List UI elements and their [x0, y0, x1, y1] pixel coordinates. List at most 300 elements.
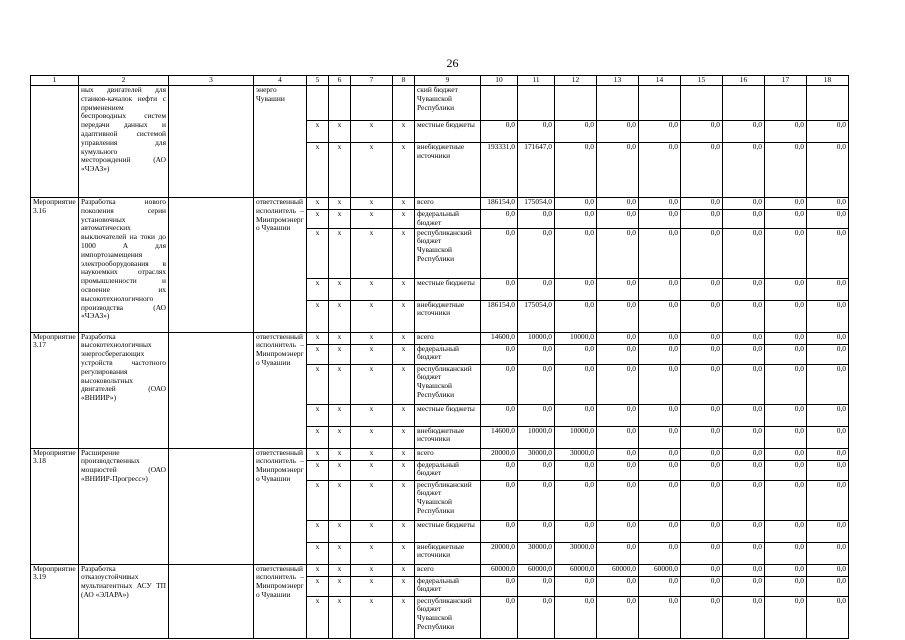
code-cell: x [307, 210, 329, 229]
amount-cell: 0,0 [723, 448, 765, 460]
amount-cell: 0,0 [807, 332, 849, 344]
empty-cell [169, 332, 254, 448]
code-cell: x [329, 300, 351, 332]
amount-cell: 175054,0 [518, 198, 555, 210]
amount-cell: 10000,0 [555, 332, 597, 344]
amount-cell: 0,0 [723, 278, 765, 300]
amount-cell [518, 86, 555, 121]
code-cell: x [307, 364, 329, 404]
code-cell: x [307, 596, 329, 638]
code-cell: x [393, 426, 415, 448]
funding-source: местные бюджеты [415, 520, 481, 542]
measure-cell: Мероприятие 3.19 [31, 564, 79, 638]
amount-cell: 0,0 [681, 143, 723, 198]
amount-cell: 0,0 [765, 364, 807, 404]
table-row [31, 198, 849, 210]
amount-cell: 0,0 [481, 520, 518, 542]
amount-cell: 193331,0 [481, 143, 518, 198]
code-cell: x [329, 542, 351, 564]
amount-cell: 0,0 [807, 448, 849, 460]
measure-cell: Мероприятие 3.16 [31, 198, 79, 333]
empty-cell [169, 86, 254, 198]
code-cell: x [393, 480, 415, 520]
funding-source: республиканский бюджет Чувашской Республики [415, 228, 481, 278]
amount-cell: 0,0 [518, 344, 555, 364]
amount-cell: 0,0 [681, 121, 723, 143]
amount-cell: 0,0 [555, 198, 597, 210]
amount-cell [765, 86, 807, 121]
measure-title: Расширение производственных мощностей (ОАО «ВНИИР-Прогресс») [79, 448, 169, 564]
amount-cell: 0,0 [555, 460, 597, 480]
amount-cell: 0,0 [518, 278, 555, 300]
column-number: 6 [329, 76, 351, 86]
amount-cell: 0,0 [807, 542, 849, 564]
amount-cell: 186154,0 [481, 300, 518, 332]
amount-cell: 0,0 [807, 278, 849, 300]
amount-cell: 0,0 [807, 564, 849, 576]
amount-cell: 0,0 [639, 278, 681, 300]
code-cell: x [393, 364, 415, 404]
amount-cell: 0,0 [807, 228, 849, 278]
column-number: 1 [31, 76, 79, 86]
amount-cell: 0,0 [807, 520, 849, 542]
amount-cell: 0,0 [481, 364, 518, 404]
amount-cell: 0,0 [481, 121, 518, 143]
amount-cell: 0,0 [807, 210, 849, 229]
funding-source: республиканский бюджет Чувашской Республики [415, 596, 481, 638]
column-number: 9 [415, 76, 481, 86]
code-cell: x [307, 520, 329, 542]
amount-cell: 0,0 [481, 228, 518, 278]
amount-cell: 0,0 [639, 198, 681, 210]
code-cell: x [307, 300, 329, 332]
amount-cell: 10000,0 [518, 332, 555, 344]
code-cell: x [351, 121, 393, 143]
code-cell: x [307, 121, 329, 143]
executor-cell: ответственный исполнитель – Минпромэнерго Чувашии [254, 332, 307, 448]
amount-cell: 0,0 [518, 364, 555, 404]
measure-title: Разработка нового поколения серии установочных автоматических выключателей на токи до 1000 А для импортозамещения электрооборудования в наукоемких отраслях промышленности и освоение их высокотехнологичного производства (АО «ЧЭАЗ») [79, 198, 169, 333]
amount-cell: 0,0 [597, 404, 639, 426]
amount-cell [639, 86, 681, 121]
amount-cell: 0,0 [481, 596, 518, 638]
funding-source: внебюджетные источники [415, 426, 481, 448]
amount-cell: 0,0 [639, 426, 681, 448]
amount-cell: 0,0 [765, 198, 807, 210]
amount-cell: 0,0 [555, 576, 597, 596]
amount-cell: 0,0 [555, 480, 597, 520]
amount-cell: 0,0 [597, 344, 639, 364]
funding-source: федеральный бюджет [415, 210, 481, 229]
amount-cell: 0,0 [807, 460, 849, 480]
code-cell: x [393, 520, 415, 542]
header-row [31, 76, 849, 86]
amount-cell: 0,0 [681, 448, 723, 460]
amount-cell: 0,0 [723, 404, 765, 426]
amount-cell: 0,0 [555, 344, 597, 364]
amount-cell: 0,0 [765, 210, 807, 229]
code-cell: x [307, 404, 329, 426]
code-cell: x [307, 143, 329, 198]
code-cell: x [307, 278, 329, 300]
measure-cell: Мероприятие 3.17 [31, 332, 79, 448]
amount-cell: 0,0 [481, 480, 518, 520]
funding-source: местные бюджеты [415, 404, 481, 426]
code-cell: x [393, 404, 415, 426]
amount-cell: 0,0 [807, 596, 849, 638]
code-cell: x [351, 228, 393, 278]
code-cell: x [307, 228, 329, 278]
code-cell: x [351, 520, 393, 542]
code-cell: x [329, 520, 351, 542]
amount-cell: 0,0 [639, 121, 681, 143]
amount-cell: 0,0 [681, 198, 723, 210]
amount-cell: 0,0 [723, 480, 765, 520]
amount-cell: 0,0 [597, 278, 639, 300]
code-cell: x [329, 332, 351, 344]
amount-cell: 0,0 [765, 278, 807, 300]
amount-cell: 60000,0 [481, 564, 518, 576]
amount-cell: 0,0 [518, 404, 555, 426]
amount-cell: 0,0 [723, 332, 765, 344]
measure-cell [31, 86, 79, 198]
amount-cell: 0,0 [723, 596, 765, 638]
amount-cell: 0,0 [555, 520, 597, 542]
amount-cell: 0,0 [765, 576, 807, 596]
code-cell: x [393, 596, 415, 638]
code-cell: x [351, 198, 393, 210]
code-cell: x [351, 210, 393, 229]
column-number: 10 [481, 76, 518, 86]
code-cell: x [393, 332, 415, 344]
amount-cell: 0,0 [681, 564, 723, 576]
amount-cell: 0,0 [807, 121, 849, 143]
empty-cell [169, 448, 254, 564]
funding-source: местные бюджеты [415, 278, 481, 300]
amount-cell: 0,0 [723, 364, 765, 404]
code-cell: x [351, 596, 393, 638]
amount-cell: 60000,0 [639, 564, 681, 576]
column-number: 5 [307, 76, 329, 86]
amount-cell: 0,0 [681, 480, 723, 520]
amount-cell: 0,0 [639, 520, 681, 542]
amount-cell: 0,0 [555, 278, 597, 300]
amount-cell: 0,0 [765, 143, 807, 198]
amount-cell: 0,0 [765, 564, 807, 576]
executor-cell: ответственный исполнитель – Минпромэнерго Чувашии [254, 564, 307, 638]
column-number: 12 [555, 76, 597, 86]
code-cell: x [393, 198, 415, 210]
funding-source: республиканский бюджет Чувашской Республики [415, 364, 481, 404]
amount-cell: 0,0 [807, 576, 849, 596]
amount-cell: 0,0 [639, 480, 681, 520]
code-cell: x [307, 344, 329, 364]
code-cell: x [393, 143, 415, 198]
column-number: 15 [681, 76, 723, 86]
code-cell: x [393, 564, 415, 576]
amount-cell: 30000,0 [518, 542, 555, 564]
column-number: 11 [518, 76, 555, 86]
amount-cell: 0,0 [807, 143, 849, 198]
measure-cell: Мероприятие 3.18 [31, 448, 79, 564]
budget-table [30, 75, 849, 639]
amount-cell: 20000,0 [481, 448, 518, 460]
amount-cell: 0,0 [518, 210, 555, 229]
column-number: 14 [639, 76, 681, 86]
amount-cell: 60000,0 [518, 564, 555, 576]
amount-cell: 0,0 [723, 520, 765, 542]
amount-cell [681, 86, 723, 121]
amount-cell: 0,0 [518, 121, 555, 143]
table-row [31, 448, 849, 460]
amount-cell: 0,0 [597, 198, 639, 210]
amount-cell: 171647,0 [518, 143, 555, 198]
code-cell: x [329, 278, 351, 300]
code-cell: x [393, 228, 415, 278]
amount-cell: 0,0 [765, 300, 807, 332]
amount-cell: 0,0 [765, 520, 807, 542]
amount-cell: 0,0 [765, 426, 807, 448]
amount-cell: 175054,0 [518, 300, 555, 332]
amount-cell: 0,0 [681, 364, 723, 404]
funding-source: всего [415, 564, 481, 576]
code-cell: x [307, 198, 329, 210]
amount-cell: 0,0 [597, 426, 639, 448]
code-cell: x [307, 460, 329, 480]
code-cell: x [393, 300, 415, 332]
column-number: 13 [597, 76, 639, 86]
amount-cell: 0,0 [597, 300, 639, 332]
amount-cell: 30000,0 [555, 542, 597, 564]
amount-cell: 0,0 [681, 332, 723, 344]
amount-cell: 0,0 [723, 542, 765, 564]
amount-cell: 0,0 [765, 596, 807, 638]
code-cell: x [393, 210, 415, 229]
code-cell: x [329, 198, 351, 210]
amount-cell: 0,0 [597, 576, 639, 596]
column-number: 2 [79, 76, 169, 86]
amount-cell: 0,0 [518, 460, 555, 480]
amount-cell: 0,0 [765, 460, 807, 480]
amount-cell: 0,0 [807, 364, 849, 404]
amount-cell: 0,0 [807, 426, 849, 448]
amount-cell: 0,0 [597, 364, 639, 404]
amount-cell: 0,0 [639, 344, 681, 364]
code-cell: x [351, 332, 393, 344]
amount-cell: 0,0 [481, 278, 518, 300]
amount-cell: 0,0 [639, 596, 681, 638]
amount-cell: 0,0 [639, 542, 681, 564]
amount-cell: 0,0 [481, 344, 518, 364]
amount-cell: 0,0 [681, 460, 723, 480]
code-cell: x [351, 344, 393, 364]
amount-cell: 0,0 [555, 210, 597, 229]
column-number: 17 [765, 76, 807, 86]
funding-source: федеральный бюджет [415, 576, 481, 596]
executor-cell: ответственный исполнитель – Минпромэнерго Чувашии [254, 448, 307, 564]
amount-cell: 0,0 [639, 576, 681, 596]
code-cell: x [307, 448, 329, 460]
amount-cell: 0,0 [807, 404, 849, 426]
code-cell: x [307, 480, 329, 520]
code-cell: x [329, 344, 351, 364]
amount-cell: 0,0 [555, 364, 597, 404]
code-cell: x [393, 278, 415, 300]
amount-cell: 30000,0 [555, 448, 597, 460]
amount-cell: 0,0 [597, 448, 639, 460]
amount-cell [807, 86, 849, 121]
amount-cell: 0,0 [481, 460, 518, 480]
funding-source: всего [415, 448, 481, 460]
amount-cell: 0,0 [597, 542, 639, 564]
code-cell [393, 86, 415, 121]
amount-cell: 0,0 [639, 364, 681, 404]
amount-cell: 0,0 [639, 448, 681, 460]
code-cell: x [307, 426, 329, 448]
amount-cell: 0,0 [597, 520, 639, 542]
amount-cell: 0,0 [481, 576, 518, 596]
code-cell: x [329, 210, 351, 229]
code-cell: x [329, 576, 351, 596]
amount-cell: 0,0 [807, 344, 849, 364]
amount-cell: 0,0 [723, 426, 765, 448]
code-cell: x [351, 364, 393, 404]
code-cell: x [329, 228, 351, 278]
amount-cell: 0,0 [723, 460, 765, 480]
amount-cell: 0,0 [681, 426, 723, 448]
funding-source: внебюджетные источники [415, 542, 481, 564]
amount-cell: 20000,0 [481, 542, 518, 564]
amount-cell: 10000,0 [555, 426, 597, 448]
amount-cell: 30000,0 [518, 448, 555, 460]
code-cell: x [307, 332, 329, 344]
amount-cell [481, 86, 518, 121]
code-cell: x [329, 564, 351, 576]
amount-cell: 0,0 [807, 198, 849, 210]
amount-cell: 0,0 [723, 121, 765, 143]
amount-cell: 0,0 [681, 344, 723, 364]
code-cell: x [329, 121, 351, 143]
amount-cell: 0,0 [518, 520, 555, 542]
amount-cell: 0,0 [681, 520, 723, 542]
page-number: 26 [446, 56, 459, 70]
amount-cell: 0,0 [681, 542, 723, 564]
amount-cell: 0,0 [555, 121, 597, 143]
code-cell: x [329, 426, 351, 448]
amount-cell: 14600,0 [481, 426, 518, 448]
amount-cell: 14600,0 [481, 332, 518, 344]
code-cell: x [329, 143, 351, 198]
code-cell: x [351, 480, 393, 520]
amount-cell [555, 86, 597, 121]
table-row [31, 86, 849, 121]
empty-cell [169, 564, 254, 638]
amount-cell: 0,0 [723, 210, 765, 229]
amount-cell: 0,0 [639, 143, 681, 198]
amount-cell: 0,0 [555, 228, 597, 278]
amount-cell: 0,0 [597, 228, 639, 278]
amount-cell: 0,0 [765, 542, 807, 564]
amount-cell: 0,0 [681, 576, 723, 596]
amount-cell: 0,0 [597, 332, 639, 344]
amount-cell: 0,0 [765, 332, 807, 344]
amount-cell: 0,0 [639, 210, 681, 229]
column-number: 4 [254, 76, 307, 86]
funding-source: внебюджетные источники [415, 143, 481, 198]
funding-source: местные бюджеты [415, 121, 481, 143]
amount-cell: 0,0 [555, 596, 597, 638]
code-cell: x [351, 542, 393, 564]
funding-source: всего [415, 332, 481, 344]
amount-cell: 0,0 [597, 143, 639, 198]
amount-cell: 0,0 [481, 404, 518, 426]
code-cell: x [393, 344, 415, 364]
amount-cell: 0,0 [681, 300, 723, 332]
code-cell: x [393, 460, 415, 480]
amount-cell: 0,0 [765, 344, 807, 364]
empty-cell [169, 198, 254, 333]
amount-cell: 60000,0 [555, 564, 597, 576]
code-cell: x [307, 542, 329, 564]
amount-cell: 0,0 [723, 564, 765, 576]
amount-cell: 0,0 [597, 596, 639, 638]
amount-cell: 60000,0 [597, 564, 639, 576]
amount-cell: 0,0 [639, 300, 681, 332]
amount-cell: 0,0 [765, 404, 807, 426]
amount-cell: 0,0 [481, 210, 518, 229]
amount-cell: 0,0 [807, 300, 849, 332]
code-cell: x [393, 576, 415, 596]
code-cell: x [329, 480, 351, 520]
amount-cell: 0,0 [723, 300, 765, 332]
amount-cell: 0,0 [555, 404, 597, 426]
amount-cell [723, 86, 765, 121]
amount-cell: 0,0 [765, 480, 807, 520]
amount-cell: 0,0 [518, 596, 555, 638]
amount-cell: 0,0 [681, 404, 723, 426]
amount-cell: 0,0 [681, 278, 723, 300]
funding-source: федеральный бюджет [415, 460, 481, 480]
measure-title: Разработка отказоустойчивых мультиагентных АСУ ТП (АО «ЭЛАРА») [79, 564, 169, 638]
column-number: 8 [393, 76, 415, 86]
amount-cell: 0,0 [807, 480, 849, 520]
funding-source: ский бюджет Чувашской Республики [415, 86, 481, 121]
amount-cell: 0,0 [518, 576, 555, 596]
amount-cell: 0,0 [681, 210, 723, 229]
code-cell: x [307, 564, 329, 576]
code-cell: x [329, 460, 351, 480]
code-cell: x [329, 448, 351, 460]
amount-cell: 0,0 [518, 228, 555, 278]
amount-cell: 0,0 [723, 228, 765, 278]
amount-cell: 0,0 [597, 460, 639, 480]
code-cell: x [351, 143, 393, 198]
code-cell [329, 86, 351, 121]
code-cell: x [351, 278, 393, 300]
code-cell: x [393, 542, 415, 564]
code-cell [351, 86, 393, 121]
amount-cell: 0,0 [765, 121, 807, 143]
funding-source: республиканский бюджет Чувашской Республики [415, 480, 481, 520]
funding-source: федеральный бюджет [415, 344, 481, 364]
amount-cell: 0,0 [597, 480, 639, 520]
amount-cell: 0,0 [765, 448, 807, 460]
executor-cell: ответственный исполнитель – Минпромэнерго Чувашии [254, 198, 307, 333]
code-cell: x [351, 448, 393, 460]
amount-cell: 0,0 [723, 198, 765, 210]
code-cell: x [329, 596, 351, 638]
table-row [31, 332, 849, 344]
